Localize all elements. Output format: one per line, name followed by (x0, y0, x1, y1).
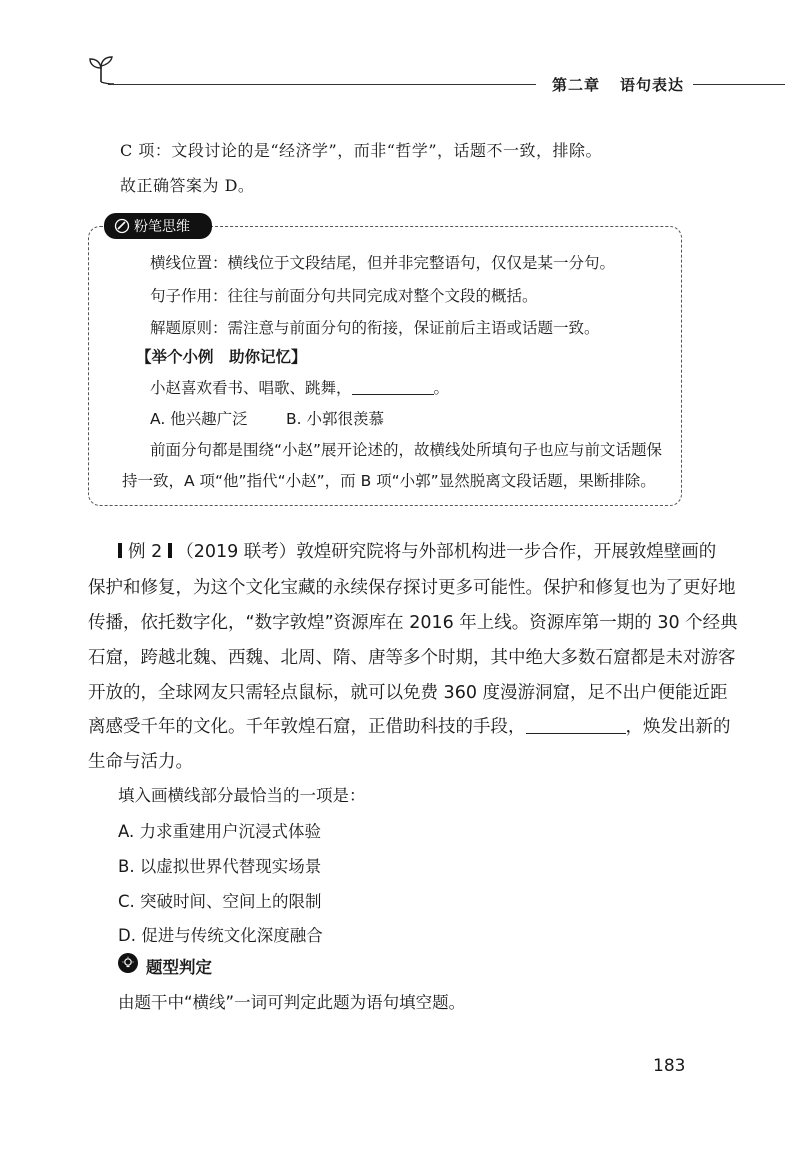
label-bar-left (118, 543, 122, 558)
header-chapter: 第二章 (552, 76, 601, 94)
tip-example-question (150, 376, 449, 398)
example-2-line-2: 保护和修复，为这个文化宝藏的永续保存探讨更多可能性。保护和修复也为了更好地 (88, 578, 736, 598)
intro-line-1: C 项：文段讨论的是“经济学”，而非“哲学”，话题不一致，排除。 (120, 141, 603, 160)
answer-blank-2 (526, 716, 626, 735)
example-2-text-1: （2019 联考）敦煌研究院将与外部机构进一步合作，开展敦煌壁画的 (176, 542, 717, 562)
header-rule-right (693, 84, 785, 85)
tip-tag (104, 213, 212, 239)
example-2-text-6-end: ，焕发出新的 (625, 717, 731, 737)
tip-p3: 解题原则：需注意与前面分句的衔接，保证前后主语或话题一致。 (150, 319, 600, 337)
example-2-line-4: 石窟，跨越北魏、西魏、北周、隋、唐等多个时期，其中绝大多数石窟都是未对游客 (88, 648, 736, 668)
example-2-line-3: 传播，依托数字化，“数字敦煌”资源库在 2016 年上线。资源库第一期的 30 个经典 (88, 613, 738, 633)
header-rule-left (108, 84, 536, 85)
tip-explanation-2: 持一致，A 项“他”指代“小赵”，而 B 项“小郭”显然脱离文段话题，果断排除。 (122, 472, 656, 490)
intro-line-2: 故正确答案为 D。 (120, 176, 255, 195)
example-2-label: 例 2 (128, 542, 163, 562)
header-section: 语句表达 (620, 76, 685, 94)
page-number: 183 (653, 1056, 686, 1076)
example-2-text-6: 离感受千年的文化。千年敦煌石窟，正借助科技的手段， (88, 717, 526, 737)
option-d[interactable]: D. 促进与传统文化深度融合 (118, 926, 323, 945)
example-2-line-5: 开放的，全球网友只需轻点鼠标，就可以免费 360 度漫游洞窟，足不出户便能近距 (88, 683, 728, 703)
type-judgment-text: 由题干中“横线”一词可判定此题为语句填空题。 (118, 993, 466, 1012)
option-a[interactable]: A. 力求重建用户沉浸式体验 (118, 822, 321, 841)
tip-option-a: A. 他兴趣广泛 (150, 410, 248, 428)
type-judgment-title: 题型判定 (146, 958, 212, 977)
bulb-icon (118, 953, 138, 973)
tip-example-question-end: 。 (433, 379, 450, 397)
tip-example-question-text: 小赵喜欢看书、唱歌、跳舞， (150, 379, 352, 397)
example-2-line-6 (88, 713, 731, 738)
tip-example-head: 【举个小例 助你记忆】 (136, 348, 307, 366)
tip-p1: 横线位置：横线位于文段结尾，但并非完整语句，仅仅是某一分句。 (150, 254, 616, 272)
tip-explanation-1: 前面分句都是围绕“小赵”展开论述的，故横线处所填句子也应与前文话题保 (150, 441, 663, 459)
example-2-line-1 (118, 538, 716, 563)
chalk-icon (114, 218, 130, 234)
option-c[interactable]: C. 突破时间、空间上的限制 (118, 892, 322, 911)
answer-blank (352, 379, 434, 396)
option-b[interactable]: B. 以虚拟世界代替现实场景 (118, 857, 322, 876)
bulb-glyph (121, 956, 135, 970)
sprout-icon (84, 52, 118, 86)
tip-p2: 句子作用：往往与前面分句共同完成对整个文段的概括。 (150, 287, 538, 305)
label-bar-right (168, 543, 172, 558)
example-2-line-7: 生命与活力。 (88, 752, 193, 772)
tip-tag-label: 粉笔思维 (134, 219, 190, 235)
tip-option-b: B. 小郭很羡慕 (286, 410, 384, 428)
question-stem: 填入画横线部分最恰当的一项是： (118, 786, 366, 805)
